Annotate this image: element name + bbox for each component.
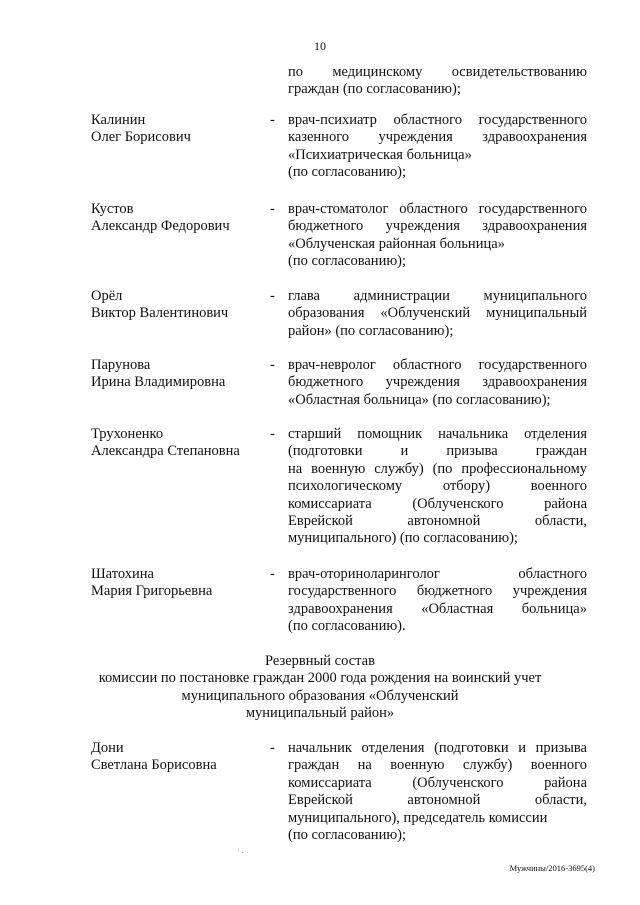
member-role: старший помощник начальника отделения (подготовки и призыва граждан на военную службу) (по профессиональному психологическому отбору) военного комиссариата (Облученского района Еврейской автономной области, муниципального) (по согласованию); bbox=[288, 426, 587, 547]
member-name: Дони Светлана Борисовна bbox=[91, 740, 217, 774]
dash: - bbox=[270, 426, 275, 442]
member-role: начальник отделения (подготовки и призыва граждан на военную службу) военного комиссариата (Облученского района Еврейской автономной области, муниципального), председатель комиссии (по согласованию); bbox=[288, 740, 587, 844]
member-name: Трухоненко Александра Степановна bbox=[91, 426, 240, 460]
member-name: Кустов Александр Федорович bbox=[91, 201, 230, 235]
member-name: Парунова Ирина Владимировна bbox=[91, 357, 226, 391]
dash: - bbox=[270, 740, 275, 756]
dash: - bbox=[270, 112, 275, 128]
dash: - bbox=[270, 201, 275, 217]
member-role: глава администрации муниципального образования «Облученский муниципальный район» (по согласованию); bbox=[288, 288, 587, 339]
dash: - bbox=[270, 566, 275, 582]
footer-code: Мужчины/2016-3695(4) bbox=[509, 863, 595, 873]
scan-mark: · . bbox=[237, 846, 244, 855]
page-number: 10 bbox=[314, 39, 326, 53]
member-name: Орёл Виктор Валентинович bbox=[91, 288, 229, 322]
member-name: Шатохина Мария Григорьевна bbox=[91, 566, 213, 600]
member-role: врач-невролог областного государственного бюджетного учреждения здравоохранения «Областная больница» (по согласованию); bbox=[288, 357, 587, 408]
member-role: врач-оториноларинголог областного государственного бюджетного учреждения здравоохранения «Областная больница» (по согласованию). bbox=[288, 566, 587, 635]
member-name: Калинин Олег Борисович bbox=[91, 112, 191, 146]
member-role: врач-психиатр областного государственного казенного учреждения здравоохранения «Психиатрическая больница» (по согласованию); bbox=[288, 112, 587, 181]
dash: - bbox=[270, 357, 275, 373]
reserve-heading: Резервный состав комиссии по постановке граждан 2000 года рождения на воинский учет муниципального образования «Облученский муниципальный район» bbox=[98, 653, 542, 722]
member-role: врач-стоматолог областного государственного бюджетного учреждения здравоохранения «Облученская районная больница» (по согласованию); bbox=[288, 201, 587, 270]
dash: - bbox=[270, 288, 275, 304]
continuation-text: по медицинскому освидетельствованию граждан (по согласованию); bbox=[288, 64, 587, 98]
